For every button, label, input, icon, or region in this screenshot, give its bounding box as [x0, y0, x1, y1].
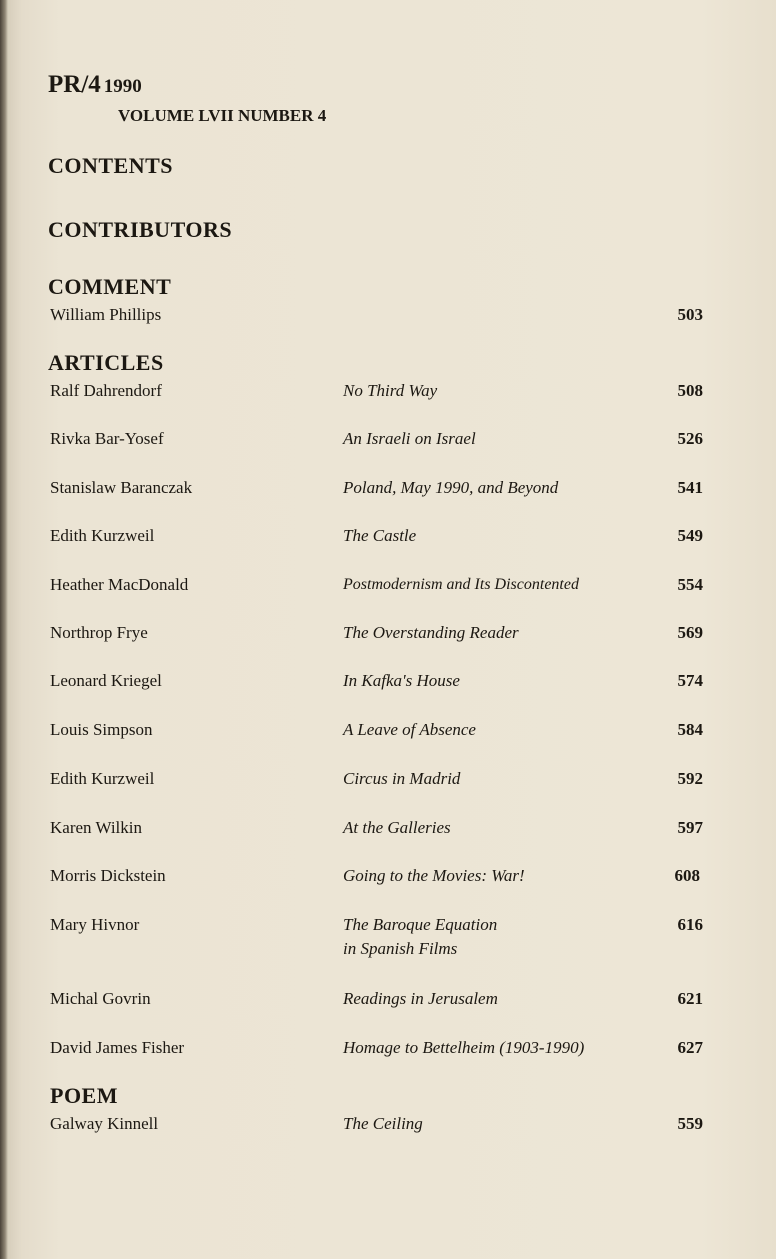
journal-title — [48, 71, 142, 99]
article-page: 608 — [674, 866, 700, 885]
article-page: 616 — [677, 915, 703, 934]
article-title: An Israeli on Israel — [343, 429, 476, 448]
article-author: Ralf Dahrendorf — [50, 381, 162, 400]
poem-author: Galway Kinnell — [50, 1114, 159, 1133]
journal-name: PR/4 — [48, 71, 101, 98]
article-title: Going to the Movies: War! — [343, 866, 525, 885]
article-author: Stanislaw Baranczak — [50, 478, 193, 497]
article-page: 592 — [677, 769, 703, 788]
article-page: 627 — [677, 1038, 703, 1057]
journal-year: 1990 — [103, 76, 142, 97]
poem-page: 559 — [677, 1114, 703, 1133]
article-title: In Kafka's House — [343, 671, 460, 690]
article-page: 584 — [677, 720, 703, 739]
article-author: Edith Kurzweil — [50, 769, 155, 788]
article-title: Homage to Bettelheim (1903-1990) — [343, 1038, 585, 1057]
article-title: No Third Way — [343, 381, 438, 400]
article-page: 549 — [677, 526, 703, 545]
poem-heading: POEM — [50, 1083, 118, 1108]
article-page: 554 — [677, 575, 703, 594]
article-page: 574 — [677, 671, 703, 690]
article-page: 526 — [677, 429, 703, 448]
article-title: The Overstanding Reader — [343, 623, 519, 642]
articles-heading: ARTICLES — [48, 350, 164, 375]
article-page: 541 — [677, 478, 703, 497]
article-title: Readings in Jerusalem — [343, 989, 498, 1008]
article-author: Northrop Frye — [50, 623, 148, 642]
article-author: Edith Kurzweil — [50, 526, 155, 545]
article-author: Rivka Bar-Yosef — [50, 429, 164, 448]
article-title: A Leave of Absence — [343, 720, 476, 739]
article-page: 508 — [677, 381, 703, 400]
article-author: Morris Dickstein — [50, 866, 166, 885]
article-author: Louis Simpson — [50, 720, 153, 739]
article-author: Karen Wilkin — [50, 818, 143, 837]
article-author: Leonard Kriegel — [50, 671, 162, 690]
contributors-heading: CONTRIBUTORS — [48, 217, 233, 242]
article-page: 569 — [677, 623, 703, 642]
book-binding-edge — [0, 0, 8, 1259]
article-author: Heather MacDonald — [50, 575, 189, 594]
article-title: The Castle — [343, 526, 417, 545]
poem-title: The Ceiling — [343, 1114, 423, 1133]
article-author: Mary Hivnor — [50, 915, 140, 934]
article-title: Circus in Madrid — [343, 769, 461, 788]
article-author: Michal Govrin — [50, 989, 151, 1008]
article-title: Postmodernism and Its Discontented — [343, 576, 579, 593]
comment-author: William Phillips — [50, 305, 162, 324]
article-title: At the Galleries — [343, 818, 451, 837]
contents-heading: CONTENTS — [48, 153, 174, 178]
article-title: The Baroque Equation in Spanish Films — [343, 915, 498, 958]
article-author: David James Fisher — [50, 1038, 185, 1057]
article-page: 597 — [677, 818, 703, 837]
volume-line: VOLUME LVII NUMBER 4 — [118, 106, 327, 125]
comment-heading: COMMENT — [48, 274, 172, 299]
article-page: 621 — [677, 989, 703, 1008]
comment-page: 503 — [677, 305, 703, 324]
article-title: Poland, May 1990, and Beyond — [343, 478, 559, 497]
